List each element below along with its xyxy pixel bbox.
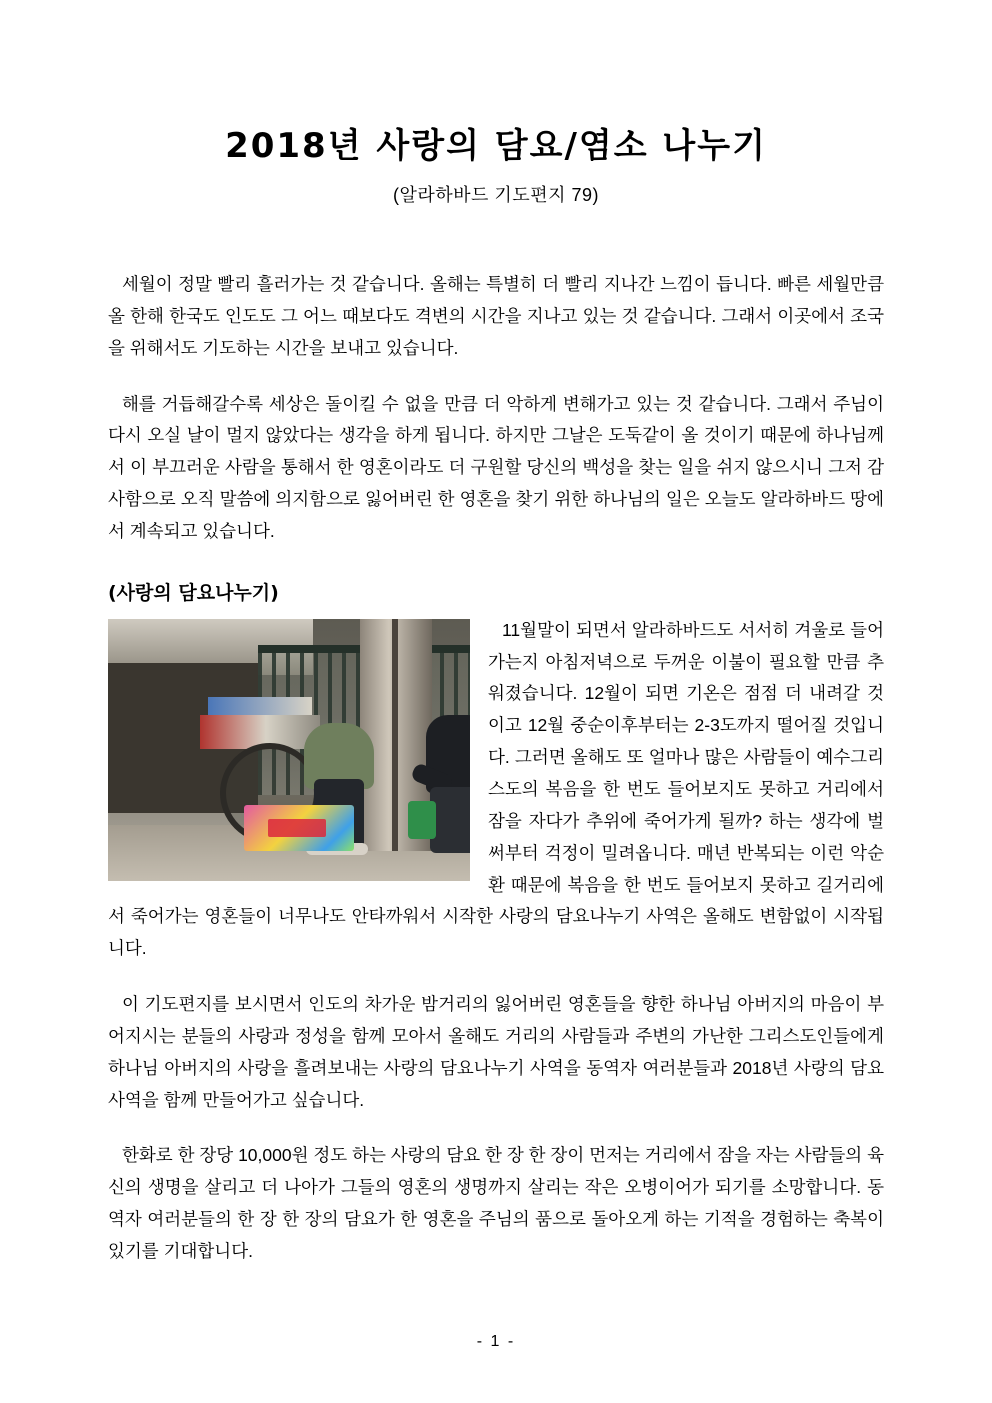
paragraph-3: 11월말이 되면서 알라하바드도 서서히 겨울로 들어가는지 아침저녁으로 두꺼운 이불이 필요할 만큼 추워졌습니다. 12월이 되면 기온은 점점 더 내려갈 것이고 12월 중순이후부터는 2-3도까지 떨어질 것입니다. 그러면 올해도 또 얼마나 많은 사람들이 예수그리스도의 복음을 한 번도 들어보지도 못하고 거리에서 잠을 자다가 추위에 죽어가게 될까? 하는 생각에 벌써부터 걱정이 밀려옵니다. 매년 반복되는 이런 악순환 때문에 복음을 한 번도 들어보지 못하고 길거리에서 죽어가는 영혼들이 너무나도 안타까워서 시작한 사랑의 담요나누기 사역은 올해도 변함없이 시작됩니다. [108, 619, 884, 959]
photo-person-right-legs [430, 787, 470, 853]
photo-blanket-label [268, 819, 326, 837]
paragraph-1: 세월이 정말 빨리 흘러가는 것 같습니다. 올해는 특별히 더 빨리 지나간 느낌이 듭니다. 빠른 세월만큼 올 한해 한국도 인도도 그 어느 때보다도 격변의 시간을 지나고 있는 것 같습니다. 그래서 이곳에서 조국을 위해서도 기도하는 시간을 보내고 있습니다. [108, 274, 884, 358]
photo-street-blanket-distribution [108, 619, 470, 881]
photo-tree-crack [392, 619, 398, 851]
paragraph-4: 이 기도편지를 보시면서 인도의 차가운 밤거리의 잃어버린 영혼들을 향한 하나님 아버지의 마음이 부어지시는 분들의 사랑과 정성을 함께 모아서 올해도 거리의 사람들과 주변의 가난한 그리스도인들에게 하나님 아버지의 사랑을 흘려보내는 사랑의 담요나누기 사역을 동역자 여러분들과 2018년 사랑의 담요 사역을 함께 만들어가고 싶습니다. [108, 994, 884, 1110]
page-number: - 1 - [476, 1333, 516, 1350]
photo-green-bag [408, 801, 436, 839]
page-subtitle: (알라하바드 기도편지 79) [392, 185, 599, 205]
photo-image [108, 619, 470, 881]
page-title: 2018년 사랑의 담요/염소 나누기 [225, 126, 767, 166]
section-heading-blanket-sharing: (사랑의 담요나누기) [108, 581, 279, 604]
paragraph-2: 해를 거듭해갈수록 세상은 돌이킬 수 없을 만큼 더 악하게 변해가고 있는 것 같습니다. 그래서 주님이 다시 오실 날이 멀지 않았다는 생각을 하게 됩니다. 하지만 그날은 도둑같이 올 것이기 때문에 하나님께서 이 부끄러운 사람을 통해서 한 영혼이라도 더 구원할 당신의 백성을 찾는 일을 쉬지 않으시니 그저 감사함으로 오직 말씀에 의지함으로 잃어버린 한 영혼을 찾기 위한 하나님의 일은 오늘도 알라하바드 땅에서 계속되고 있습니다. [108, 393, 884, 541]
paragraph-5: 한화로 한 장당 10,000원 정도 하는 사랑의 담요 한 장 한 장이 먼저는 거리에서 잠을 자는 사람들의 육신의 생명을 살리고 더 나아가 그들의 영혼의 생명까지 살리는 작은 오병이어가 되기를 소망합니다. 동역자 여러분들의 한 장 한 장의 담요가 한 영혼을 주님의 품으로 돌아오게 하는 기적을 경험하는 축복이 있기를 기대합니다. [108, 1145, 884, 1261]
